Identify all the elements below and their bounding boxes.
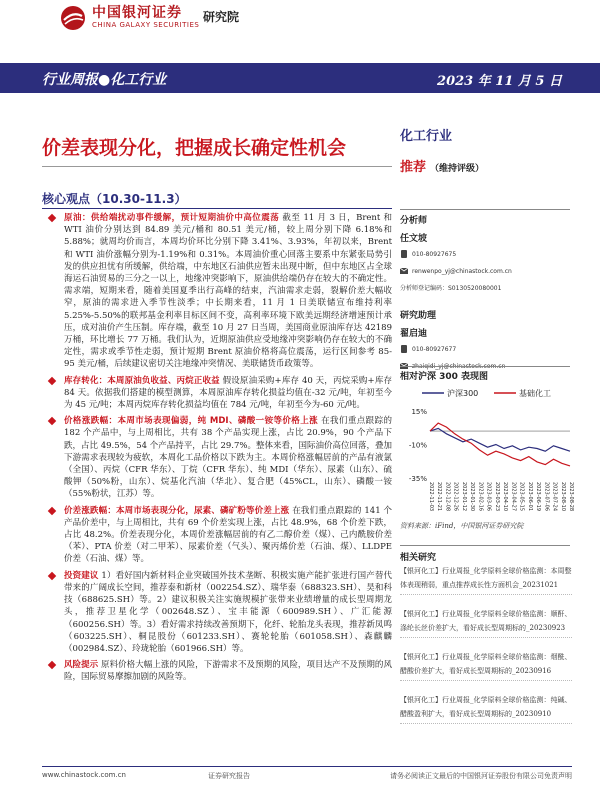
analyst-phone-line xyxy=(400,250,570,258)
chart-svg xyxy=(400,383,575,515)
phone-icon xyxy=(400,345,408,353)
diamond-bullet-icon xyxy=(48,417,56,425)
analyst-phone: 010-80927675 xyxy=(412,250,457,258)
diamond-bullet-icon xyxy=(48,506,56,514)
item-key: 投资建议 xyxy=(64,570,99,581)
chart-title: 相对沪深 300 表现图 xyxy=(400,372,489,382)
x-tick-label: 2023-06-01 xyxy=(526,482,533,512)
analyst-reg: 分析师登记编码：S0130520080001 xyxy=(400,285,502,292)
item-highlight: 本周市场表现分化，尿素、磷矿粉等价差上涨 xyxy=(116,505,290,516)
phone-icon xyxy=(400,250,408,258)
diamond-bullet-icon xyxy=(48,376,56,384)
brand-name-cn: 中国银河证券 xyxy=(92,5,182,21)
item-text: 截至 11 月 3 日，Brent 和 WTI 油价分别达到 84.89 美元/桶和 80.51 美元/桶，较上周分别下降 6.18%和 5.88%；就周均价而言，本周均价环比分别下降 3.41%、3.93%，年初以来，Brent 和 WTI 油价涨幅分别为-1.19%和 0.31%。本周油价重心回落主要系中东紧张局势引发的供应担忧有所缓解，供给端，中东地区石油供应暂未出现中断，但中东地区占全球海运石油贸易的三分之一以上，地缘冲突影响下，原油供给端仍存在较大的不确定性。需求端，短期来看，随着美国夏季出行高峰的结束，汽油需求走弱，裂解价差大幅收窄，原油的需求进入季节性淡季；中长期来看，11 月 1 日美联储宣布维持利率 5.25%-5.50%的联邦基金利率目标区间不变，高利率环境下欧美远期经济增速预计承压，成对油价产生压制。库存端，截至 10 月 27 日当周，美国商业原油库存达 42189 万桶，环比增长 77 万桶。我们认为，近期原油供应受地缘冲突影响仍存在较大的不确定性，需求或季节性走弱，预计短期 Brent 原油价格将高位震荡，运行区间参考 85-95 美元/桶，后续建议密切关注地缘冲突情况、美联储货币政策等。 xyxy=(64,213,392,370)
chart-source: 资料来源：iFind，中国银河证券研究院 xyxy=(400,522,524,530)
related-divider xyxy=(400,545,570,546)
related-item[interactable]: 【银河化工】行业周报_化学原料全球价格监测：烟酰、醋酸价差扩大，看好成长型周期标的_20230916 xyxy=(400,650,572,681)
analyst-divider xyxy=(400,209,570,210)
item-text: 原料价格大幅上涨的风险，下游需求不及预期的风险，项目达产不及预期的风险，国际贸易摩擦加剧的风险等。 xyxy=(64,660,392,683)
x-tick-label: 2022-11-03 xyxy=(428,482,434,512)
item-text: 1）看好国内新材料企业突破国外技术垄断、积极实施产能扩张进行国产替代带来的广阔成长空间，推荐泰和新材（002254.SZ）、瑞华泰（688323.SH）、昊和科技（688625.SH）等。2）建议积极关注实施规模扩张带来业绩增量的成长型周期龙头，推荐卫星化学（002648.SZ）、宝丰能源（600989.SH）、广汇能源（600256.SH）等。3）看好需求持续改善预期下，化纤、轮胎龙头表现，推荐新凤鸣（603225.SH）、桐昆股份（601233.SH）、赛轮轮胎（601058.SH）、森麒麟（002984.SZ）、玲珑轮胎（601966.SH）等。 xyxy=(64,570,392,654)
report-title: 价差表现分化，把握成长确定性机会 xyxy=(42,137,347,159)
company-logo xyxy=(60,4,199,32)
analyst-email[interactable]: renwenpo_yj@chinastock.com.cn xyxy=(412,267,512,275)
relative-performance-chart xyxy=(400,383,575,515)
x-tick-label: 2023-04-10 xyxy=(502,482,509,512)
item-key: 价差涨跌幅： xyxy=(64,505,116,516)
list-item-investment xyxy=(42,570,392,655)
y-tick-label: -10% xyxy=(408,441,427,450)
related-list xyxy=(400,564,572,736)
assistant-phone-line xyxy=(400,345,570,353)
mail-icon xyxy=(400,267,408,275)
analyst-email-line xyxy=(400,267,570,275)
analyst-heading: 分析师 xyxy=(400,216,428,226)
y-tick-label: -35% xyxy=(408,475,427,483)
analyst-block xyxy=(400,213,570,292)
item-highlight: 供给端扰动事件缓解，预计短期油价中高位震荡 xyxy=(90,213,280,223)
chart-divider xyxy=(400,366,570,367)
related-item[interactable]: 【银河化工】行业周报_化学原料全球价格监测：纯碱、醋酸盈利扩大，看好成长型周期标的_20230910 xyxy=(400,693,572,724)
x-tick-label: 2022-12-08 xyxy=(444,482,451,512)
x-tick-label: 2023-01-30 xyxy=(469,482,476,512)
list-item-price-change xyxy=(42,415,392,500)
item-highlight: 本周原油负收益、丙烷正收益 xyxy=(107,375,220,386)
item-key: 原油： xyxy=(64,213,91,223)
legend-label: 沪深300 xyxy=(447,389,479,398)
rating-value: 推荐 xyxy=(400,160,427,175)
core-divider xyxy=(42,208,392,209)
list-item-inventory xyxy=(42,375,392,412)
footer-disclaimer: 请务必阅读正文最后的中国银河证券股份有限公司免责声明 xyxy=(390,772,572,780)
brand-name-en: CHINA GALAXY SECURITIES xyxy=(92,21,200,29)
report-type: 行业周报●化工行业 xyxy=(42,72,167,88)
related-item[interactable]: 【银河化工】行业周报_化学原料全球价格监测：顺酐、涤纶长丝价差扩大，看好成长型周期标的_20230923 xyxy=(400,607,572,638)
title-divider xyxy=(42,166,392,167)
legend-label: 基础化工 xyxy=(519,389,551,398)
x-tick-label: 2022-11-21 xyxy=(436,482,443,512)
footer-center: 证券研究报告 xyxy=(208,772,250,780)
series-line xyxy=(430,428,570,451)
related-heading: 相关研究 xyxy=(400,553,437,563)
x-tick-label: 2023-08-10 xyxy=(559,482,566,512)
item-text: 在我们重点跟踪的 182 个产品中，与上周相比，共有 38 个产品实现上涨，占比 20.9%，90 个产品下跌，占比 49.5%，54 个产品持平，占比 29.7%。整体来看，国际油价高位回落，叠加下游需求表现较为疲软，本周化工品价格以下跌为主。本周价格涨幅居前的产品有液氯（全国）、丙烷（CFR 华东）、丁烷（CFR 华东）、纯 MDI（华东）、尿素（山东）、硫酸钾（50%粉，山东）、烷基化汽油（华北）、复合肥（45%CL，山东）、磷酸一铵（55%粉状，江苏）等。 xyxy=(64,416,392,500)
x-tick-label: 2023-01-12 xyxy=(460,482,467,512)
sector-label: 化工行业 xyxy=(400,129,453,144)
assistant-name: 翟启迪 xyxy=(400,329,428,339)
diamond-bullet-icon xyxy=(48,214,56,222)
x-tick-label: 2023-03-06 xyxy=(485,482,492,512)
list-item-spread-change xyxy=(42,505,392,566)
footer-url[interactable]: www.chinastock.com.cn xyxy=(42,771,126,779)
rating-label xyxy=(400,156,484,175)
division-label: 研究院 xyxy=(203,10,240,24)
x-tick-label: 2023-04-27 xyxy=(510,482,517,512)
galaxy-logo-icon xyxy=(60,5,86,31)
diamond-bullet-icon xyxy=(48,661,56,669)
item-text: 在我们重点跟踪的 141 个产品价差中，与上周相比，共有 69 个价差实现上涨，占比 48.9%，68 个价差下跌，占比 48.2%。价差表现分化，本周价差涨幅居前的有乙二醇价差（煤）、己内酰胺价差（苯）、PTA 价差（对二甲苯）、尿素价差（气头）、聚丙烯价差（石油、煤）、LLDPE 价差（石油、煤）等。 xyxy=(64,505,392,565)
core-view-list xyxy=(42,212,392,688)
x-tick-label: 2023-07-24 xyxy=(551,482,558,512)
assistant-phone: 010-80927677 xyxy=(412,345,457,353)
series-line xyxy=(430,423,570,466)
x-tick-label: 2022-12-26 xyxy=(452,482,459,512)
item-key: 风险提示 xyxy=(64,660,99,671)
report-banner xyxy=(0,63,600,93)
x-tick-label: 2023-02-16 xyxy=(477,482,484,512)
item-key: 价格涨跌幅： xyxy=(64,416,118,427)
related-item[interactable]: 【银河化工】行业周报_化学原料全球价格监测：本周整体表现稍弱，重点推荐成长性方面机会_20231021 xyxy=(400,564,572,595)
diamond-bullet-icon xyxy=(48,571,56,579)
assistant-block xyxy=(400,308,570,370)
item-key: 库存转化： xyxy=(64,375,108,386)
x-tick-label: 2023-06-19 xyxy=(535,482,542,512)
y-tick-label: 15% xyxy=(411,408,427,416)
item-text: 假设原油采购+库存 40 天，丙烷采购+库存 84 天。依据我们搭建的模型测算，本周原油库存转化损益均值在-32 元/吨，年初至今为 45 元/吨；本周丙烷库存转化损益均值在 784 元/吨，年初至今为-60 元/吨。 xyxy=(64,375,392,411)
list-item-crude-oil xyxy=(42,212,392,371)
x-tick-label: 2023-08-28 xyxy=(568,482,574,512)
x-tick-label: 2023-03-23 xyxy=(493,482,500,512)
core-view-heading: 核心观点（10.30-11.3） xyxy=(42,192,187,206)
list-item-risk xyxy=(42,659,392,683)
assistant-heading: 研究助理 xyxy=(400,311,437,321)
report-date: 2023 年 11 月 5 日 xyxy=(437,74,562,89)
footer-divider xyxy=(42,766,572,767)
rating-note: （维持评级） xyxy=(430,164,485,174)
analyst-name: 任文坡 xyxy=(400,234,428,244)
x-tick-label: 2023-05-15 xyxy=(518,482,525,512)
x-tick-label: 2023-07-06 xyxy=(543,482,550,512)
item-highlight: 本周市场表现偏弱，纯 MDI、磷酸一铵等价格上涨 xyxy=(117,416,319,427)
